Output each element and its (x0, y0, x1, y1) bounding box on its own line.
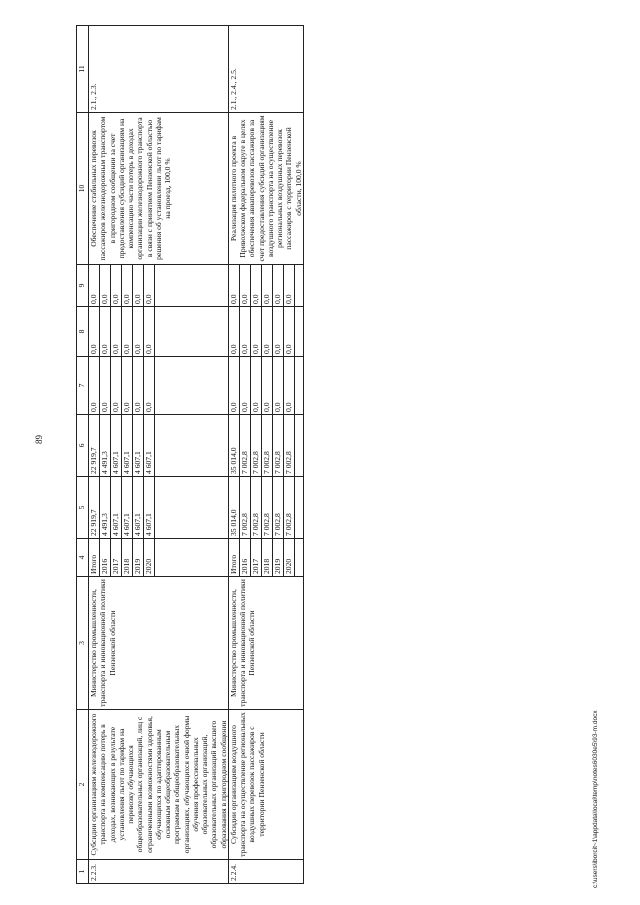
value-cell: 4 607,1 (133, 477, 144, 539)
value-cell: 0,0 (133, 265, 144, 307)
value-cell: 4 607,1 (122, 415, 133, 477)
value-cell: 0,0 (100, 265, 111, 307)
year-cell: 2018 (261, 539, 272, 577)
col-number-8: 8 (77, 307, 89, 357)
program-measures-table (76, 25, 304, 884)
value-cell: 7 002,8 (239, 415, 250, 477)
measure-name: Субсидии организациям железнодорожного транспорта на компенсацию потерь в доходах, возникающих в результате установления льгот по тарифам на перевозку обучающихся общеобразовательных организаций, лиц с ограниченными возможностями здоровья, обучающихся по адаптированным основным общеобразовательным программам в общеобразовательных организациях, обучающихся очной формы обучения профессиональных образовательных организаций, образовательных организаций высшего образования в пригородном сообщении (89, 710, 229, 860)
value-cell: 0,0 (89, 357, 100, 415)
year-cell: 2019 (133, 539, 144, 577)
year-cell: Итого (228, 539, 239, 577)
value-cell: 22 919,7 (89, 415, 100, 477)
value-cell: 4 607,1 (111, 477, 122, 539)
col-number-2: 2 (77, 710, 89, 860)
value-cell: 7 002,8 (250, 415, 261, 477)
value-cell: 0,0 (239, 357, 250, 415)
value-cell: 0,0 (144, 357, 155, 415)
value-cell: 35 014,0 (228, 415, 239, 477)
table-row (228, 26, 239, 884)
value-cell: 0,0 (239, 265, 250, 307)
measure-name: Субсидии организациям воздушного транспорта на осуществление региональных воздушных перевозок пассажиров с территории Пензенской области (228, 710, 303, 860)
year-cell: 2019 (272, 539, 283, 577)
value-cell: 0,0 (250, 265, 261, 307)
measure-indicator: Реализация пилотного проекта в Приволжском федеральном округе в целях обеспечения авиаперевозок пассажиров за счет предоставления субсидий организациям воздушного транспорта на осуществление региональных воздушных перевозок пассажиров с территории Пензенской области, 100,0 % (228, 113, 303, 265)
col-number-4: 4 (77, 539, 89, 577)
year-cell: 2016 (239, 539, 250, 577)
value-cell: 4 607,1 (133, 415, 144, 477)
value-cell: 0,0 (283, 265, 294, 307)
value-cell: 7 002,8 (283, 477, 294, 539)
value-cell: 0,0 (272, 357, 283, 415)
col-number-5: 5 (77, 477, 89, 539)
footer-file-path: c:\users\iborcit~1\appdata\local\temp\notes6030e5\93-m.docx (592, 710, 599, 888)
value-cell: 0,0 (283, 357, 294, 415)
value-cell: 0,0 (100, 357, 111, 415)
col-number-3: 3 (77, 577, 89, 710)
value-cell: 4 607,1 (122, 477, 133, 539)
value-cell: 0,0 (261, 265, 272, 307)
measure-number: 2.2.3. (89, 860, 229, 884)
value-cell: 0,0 (122, 265, 133, 307)
col-number-9: 9 (77, 265, 89, 307)
value-cell: 0,0 (89, 265, 100, 307)
value-cell: 0,0 (122, 307, 133, 357)
year-cell: Итого (89, 539, 100, 577)
value-cell: 7 002,8 (261, 415, 272, 477)
value-cell: 7 002,8 (283, 415, 294, 477)
measure-refs: 2.1., 2.3. (89, 26, 229, 113)
value-cell: 22 919,7 (89, 477, 100, 539)
col-number-6: 6 (77, 415, 89, 477)
table-row (89, 26, 100, 884)
value-cell: 0,0 (261, 357, 272, 415)
value-cell: 0,0 (250, 307, 261, 357)
year-cell: 2017 (250, 539, 261, 577)
value-cell: 0,0 (239, 307, 250, 357)
value-cell: 0,0 (261, 307, 272, 357)
measure-executor: Министерство промышленности, транспорта и инновационной политики Пензенской области (228, 577, 303, 710)
value-cell: 0,0 (133, 357, 144, 415)
measure-refs: 2.1., 2.4., 2.5. (228, 26, 303, 113)
value-cell: 0,0 (272, 307, 283, 357)
col-number-7: 7 (77, 357, 89, 415)
year-cell: 2016 (100, 539, 111, 577)
year-cell: 2017 (111, 539, 122, 577)
value-cell: 4 607,1 (144, 415, 155, 477)
col-number-11: 11 (77, 26, 89, 113)
value-cell: 0,0 (122, 357, 133, 415)
value-cell: 0,0 (111, 307, 122, 357)
value-cell: 0,0 (144, 265, 155, 307)
value-cell: 0,0 (283, 307, 294, 357)
value-cell: 7 002,8 (250, 477, 261, 539)
measure-executor: Министерство промышленности, транспорта и инновационной политики Пензенской области (89, 577, 229, 710)
col-number-10: 10 (77, 113, 89, 265)
year-cell: 2018 (122, 539, 133, 577)
page-number: 89 (34, 435, 44, 444)
measure-number: 2.2.4. (228, 860, 303, 884)
value-cell: 7 002,8 (261, 477, 272, 539)
value-cell: 4 491,3 (100, 477, 111, 539)
value-cell: 7 002,8 (272, 415, 283, 477)
year-cell: 2020 (283, 539, 294, 577)
year-cell: 2020 (144, 539, 155, 577)
value-cell: 7 002,8 (272, 477, 283, 539)
value-cell: 0,0 (272, 265, 283, 307)
value-cell: 4 491,3 (100, 415, 111, 477)
col-number-1: 1 (77, 860, 89, 884)
column-number-row (77, 26, 89, 884)
value-cell: 0,0 (228, 265, 239, 307)
value-cell: 0,0 (250, 357, 261, 415)
value-cell: 4 607,1 (144, 477, 155, 539)
value-cell: 0,0 (100, 307, 111, 357)
value-cell: 7 002,8 (239, 477, 250, 539)
value-cell: 0,0 (111, 265, 122, 307)
value-cell: 0,0 (111, 357, 122, 415)
value-cell: 0,0 (89, 307, 100, 357)
value-cell: 0,0 (133, 307, 144, 357)
value-cell: 35 014,0 (228, 477, 239, 539)
value-cell: 0,0 (144, 307, 155, 357)
value-cell: 0,0 (228, 307, 239, 357)
value-cell: 0,0 (228, 357, 239, 415)
measure-indicator: Обеспечение стабильных перевозок пассажиров железнодорожным транспортом в пригородном сообщении за счет предоставления субсидий организациям на компенсацию части потерь в доходах организации железнодорожного транспорта в связи с принятием Пензенской областью решения об установлении льгот по тарифам на проезд, 100,0 % (89, 113, 229, 265)
value-cell: 4 607,1 (111, 415, 122, 477)
rotated-table-container (76, 26, 604, 884)
